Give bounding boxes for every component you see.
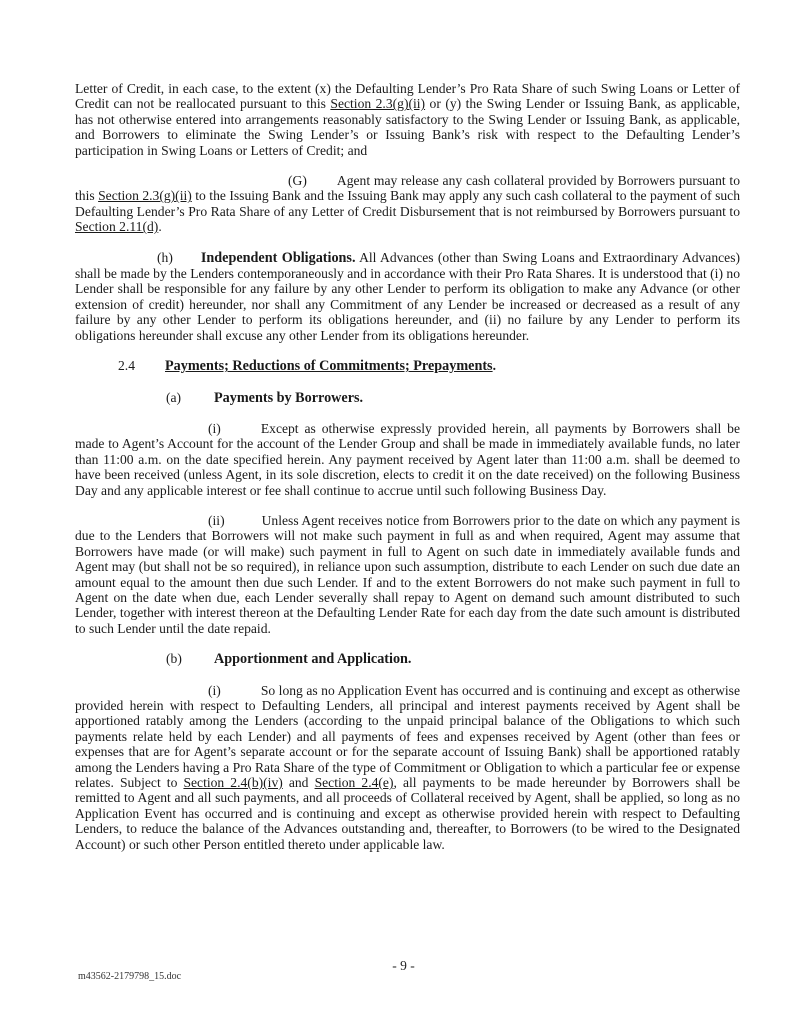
section-reference: Section 2.4(e) bbox=[314, 775, 394, 791]
document-page bbox=[75, 81, 740, 867]
paragraph-text: . bbox=[158, 219, 162, 235]
document-id: m43562-2179798_15.doc bbox=[78, 971, 182, 982]
paragraph-text: Unless Agent receives notice from Borrowers prior to the date on which any payment is due to the Lenders that Borrowers will not make such payment in full as and when required, Agent may assume that Borrowers have made (or will make) such payment in full to Agent on such date in immediately available funds and Agent may (but shall not be so required), in reliance upon such assumption, distribute to each Lender on such due date an amount equal to the amount then due such Lender. If and to the extent Borrowers do not make such payment in full to Agent on the date when due, each Lender severally shall repay to Agent on demand such amount distributed to such Lender, together with interest thereon at the Defaulting Lender Rate for each day from the date such amount is distributed to such Lender until the date repaid. bbox=[75, 512, 740, 636]
section-reference: Section 2.4(b)(iv) bbox=[183, 775, 283, 791]
paragraph-text: Except as otherwise expressly provided herein, all payments by Borrowers shall be made to Agent’s Account for the account of the Lender Group and shall be made in immediately available funds, no later than 11:00 a.m. on the date specified herein. Any payment received by Agent later than 11:00 a.m. shall be deemed to have been received (unless Agent, in its sole discretion, elects to credit it on the date received) on the following Business Day and any applicable interest or fee shall continue to accrue until such following Business Day. bbox=[75, 420, 740, 498]
paragraph-h bbox=[75, 250, 740, 343]
paragraph-marker: (ii) bbox=[208, 512, 225, 528]
paragraph-b-i bbox=[75, 683, 740, 852]
paragraph-text: to the Issuing Bank and the Issuing Bank may apply any such cash collateral to the payment of such Defaulting Lender’s Pro Rata Share of any Letter of Credit Disbursement that is not reimbursed by Borrowers pursuant to bbox=[75, 188, 740, 219]
subsection-heading-b bbox=[75, 651, 740, 667]
section-reference: Section 2.3(g)(ii) bbox=[330, 96, 426, 112]
subsection-title: Payments by Borrowers. bbox=[214, 389, 364, 406]
section-reference: Section 2.11(d) bbox=[75, 219, 159, 235]
paragraph-G bbox=[75, 173, 740, 235]
paragraph-text: So long as no Application Event has occurred and is continuing and except as otherwise provided herein with respect to Defaulting Lenders, all principal and interest payments received by Agent shall be apportioned ratably among the Lenders (according to the unpaid principal balance of the Obligations to which such payments relate held by each Lender) and all payments of fees and expenses received by Agent (other than fees or expenses that are for Agent’s separate account or for the separate account of Issuing Bank) shall be apportioned ratably among the Lenders having a Pro Rata Share of the type of Commitment or Obligation to which a particular fee or expense relates. Subject to bbox=[75, 682, 740, 791]
subsection-marker: (a) bbox=[166, 389, 182, 405]
section-reference: Section 2.3(g)(ii) bbox=[98, 188, 192, 204]
subsection-heading-a bbox=[75, 390, 740, 406]
paragraph-text: or (y) the Swing Lender or Issuing Bank, as applicable, has not otherwise entered into arrangements reasonably satisfactory to the Swing Lender or Issuing Bank, as applicable, and Borrowers to eliminate the Swing Lender’s or Issuing Bank’s risk with respect to the Defaulting Lender’s participation in Swing Loans or Letters of Credit; and bbox=[75, 96, 740, 158]
paragraph-text: All Advances (other than Swing Loans and Extraordinary Advances) shall be made by the Lenders contemporaneously and in accordance with their Pro Rata Shares. It is understood that (i) no Lender shall be responsible for any failure by any other Lender to perform its obligation to make any Advance (or other extension of credit) hereunder, nor shall any Commitment of any Lender be increased or decreased as a result of any failure by any other Lender to perform its obligations hereunder, and (ii) no failure by any Lender to perform its obligations hereunder shall excuse any other Lender from its obligations hereunder. bbox=[75, 249, 741, 343]
paragraph-continuation bbox=[75, 81, 740, 158]
paragraph-marker: (i) bbox=[208, 420, 221, 436]
paragraph-a-ii bbox=[75, 513, 740, 636]
subsection-title: Apportionment and Application. bbox=[214, 651, 412, 668]
paragraph-text: Agent may release any cash collateral provided by Borrowers pursuant to this bbox=[75, 173, 740, 204]
paragraph-a-i bbox=[75, 421, 740, 498]
paragraph-marker: (i) bbox=[208, 682, 221, 698]
paragraph-marker: (G) bbox=[288, 173, 307, 189]
section-title-period: . bbox=[492, 358, 496, 374]
paragraph-text: Letter of Credit, in each case, to the extent (x) the Defaulting Lender’s Pro Rata Share of such Swing Loans or Letter of Credit can not be reallocated pursuant to this bbox=[75, 81, 740, 112]
page-number: - 9 - bbox=[392, 958, 415, 973]
subsection-marker: (b) bbox=[166, 651, 182, 667]
paragraph-text: and bbox=[282, 775, 315, 791]
paragraph-text: , all payments to be made hereunder by Borrowers shall be remitted to Agent and all such payments, and all proceeds of Collateral received by Agent, shall be applied, so long as no Application Event has occurred and is continuing and except as otherwise provided herein with respect to Defaulting Lenders, to reduce the balance of the Advances outstanding and, thereafter, to Borrowers (to be wired to the Designated Account) or such other Person entitled thereto under applicable law. bbox=[75, 775, 740, 852]
paragraph-marker: (h) bbox=[157, 249, 173, 265]
section-number: 2.4 bbox=[118, 358, 135, 374]
section-title: Payments; Reductions of Commitments; Prepayments bbox=[165, 358, 493, 375]
section-heading-2-4 bbox=[75, 358, 740, 374]
paragraph-heading: Independent Obligations. bbox=[200, 249, 356, 266]
